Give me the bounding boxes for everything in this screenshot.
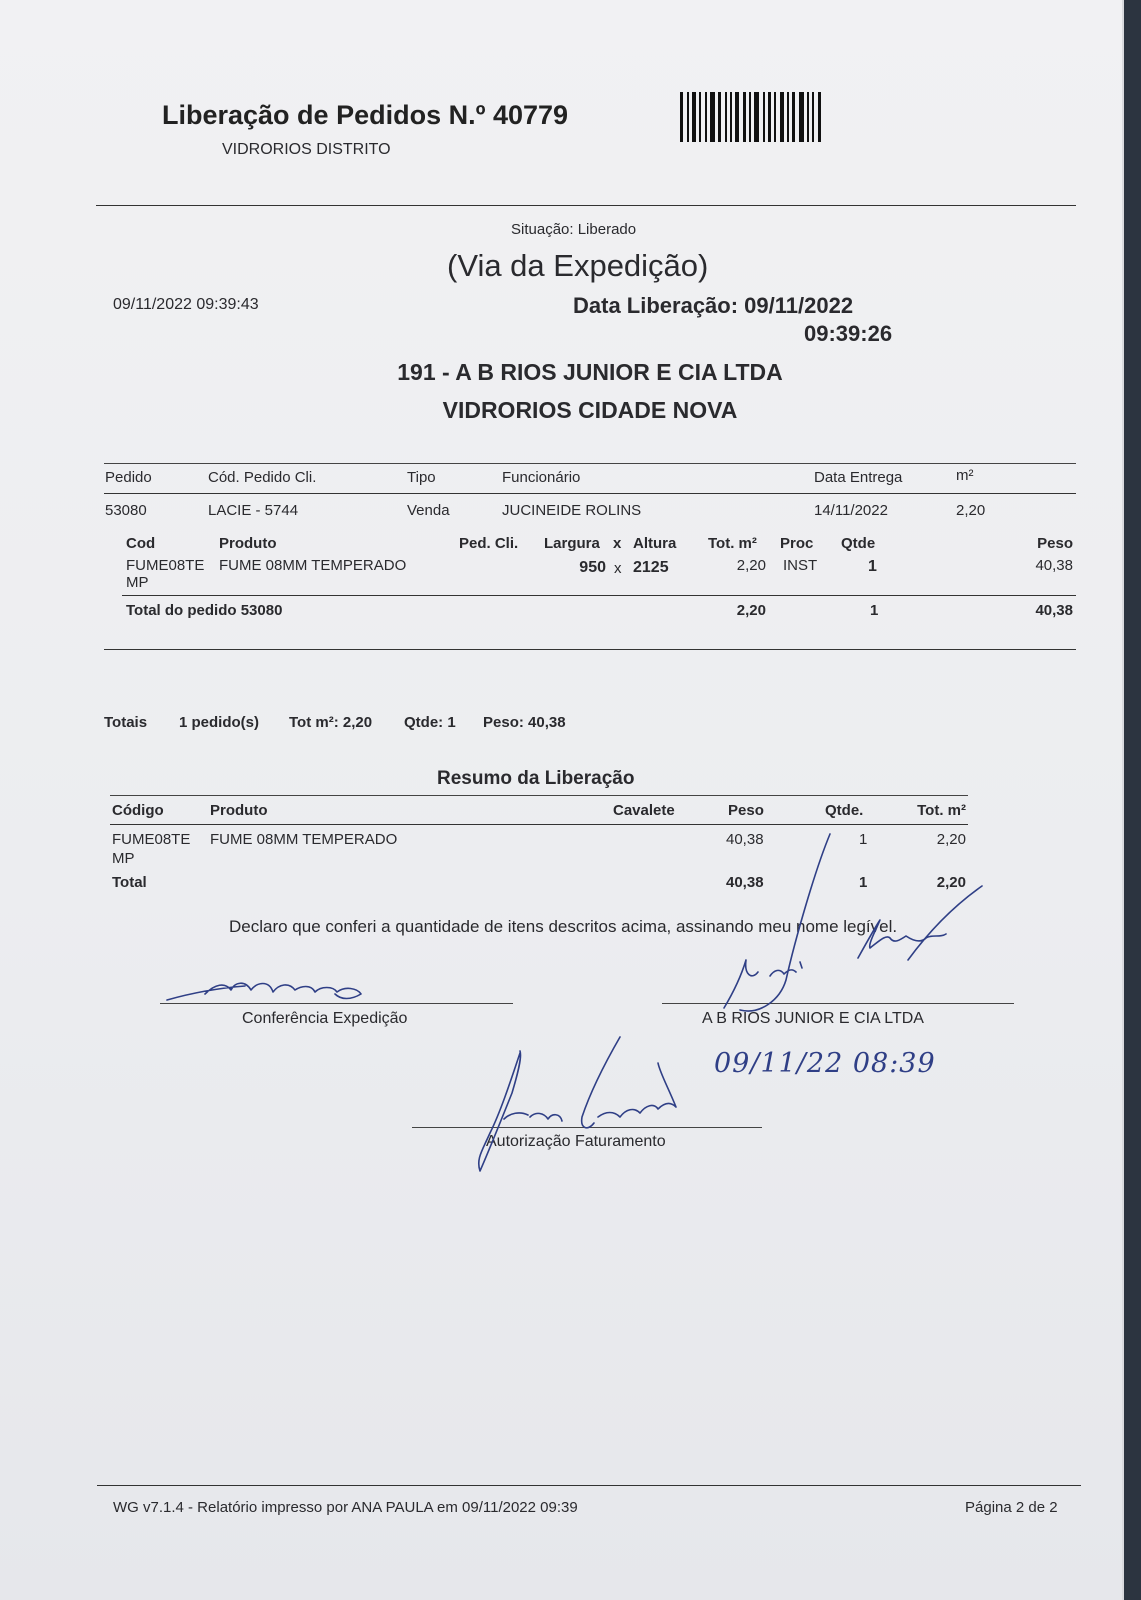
resumo-header-qtde: Qtde. bbox=[825, 802, 864, 819]
totais-qtde: Qtde: 1 bbox=[404, 714, 456, 731]
item-cod-line2: MP bbox=[126, 574, 149, 591]
order-total-qtde: 1 bbox=[870, 602, 879, 619]
order-pedido: 53080 bbox=[105, 502, 147, 519]
item-header-peso: Peso bbox=[1037, 535, 1073, 552]
item-header-proc: Proc bbox=[780, 535, 814, 552]
resumo-title: Resumo da Liberação bbox=[437, 768, 635, 789]
conferencia-signature bbox=[165, 968, 375, 1008]
client-store: VIDRORIOS CIDADE NOVA bbox=[442, 397, 738, 423]
header-pedido: Pedido bbox=[105, 469, 152, 486]
resumo-header-divider bbox=[110, 824, 968, 825]
item-header-altura: Altura bbox=[633, 535, 677, 552]
resumo-qtde: 1 bbox=[859, 831, 868, 848]
order-total-label: Total do pedido 53080 bbox=[126, 602, 283, 619]
document-title: Liberação de Pedidos N.º 40779 bbox=[162, 100, 569, 130]
client-signature bbox=[700, 830, 990, 1020]
order-total-peso: 40,38 bbox=[1035, 602, 1073, 619]
resumo-total-tot-m2: 2,20 bbox=[936, 874, 966, 891]
header-data-entrega: Data Entrega bbox=[814, 469, 903, 486]
order-data-entrega: 14/11/2022 bbox=[814, 502, 888, 519]
autorizacao-label: Autorização Faturamento bbox=[486, 1133, 666, 1150]
item-header-x: x bbox=[613, 535, 622, 552]
item-header-tot-m2: Tot. m² bbox=[708, 535, 757, 552]
resumo-header-produto: Produto bbox=[210, 802, 268, 819]
printed-datetime: 09/11/2022 09:39:43 bbox=[113, 296, 259, 313]
autorizacao-signature bbox=[470, 1033, 710, 1173]
footer-report-info: WG v7.1.4 - Relatório impresso por ANA PAULA em 09/11/2022 09:39 bbox=[113, 1499, 578, 1516]
resumo-tot-m2: 2,20 bbox=[936, 831, 966, 848]
resumo-total-label: Total bbox=[112, 874, 147, 891]
resumo-header-peso: Peso bbox=[728, 802, 764, 819]
resumo-codigo-line2: MP bbox=[112, 850, 135, 867]
declaration-text: Declaro que conferi a quantidade de itens descritos acima, assinando meu nome legível. bbox=[229, 917, 898, 936]
order-funcionario: JUCINEIDE ROLINS bbox=[502, 502, 642, 519]
resumo-header-tot-m2: Tot. m² bbox=[917, 802, 966, 819]
item-total-divider bbox=[122, 595, 1076, 596]
resumo-total-peso: 40,38 bbox=[726, 874, 764, 891]
header-tipo: Tipo bbox=[407, 469, 436, 486]
header-m2: m² bbox=[956, 467, 974, 484]
order-header-divider bbox=[104, 493, 1076, 494]
item-produto: FUME 08MM TEMPERADO bbox=[219, 557, 407, 574]
item-header-cod: Cod bbox=[126, 535, 156, 552]
resumo-header-codigo: Código bbox=[112, 802, 164, 819]
totais-pedidos: 1 pedido(s) bbox=[179, 714, 260, 731]
totais-label: Totais bbox=[104, 714, 148, 731]
item-x: x bbox=[614, 560, 622, 577]
handwritten-date: 09/11/22 08:39 bbox=[714, 1048, 936, 1079]
item-altura: 2125 bbox=[633, 559, 669, 576]
resumo-header-cavalete: Cavalete bbox=[613, 802, 675, 819]
data-liberacao-time: 09:39:26 bbox=[804, 321, 893, 346]
item-peso: 40,38 bbox=[1035, 557, 1073, 574]
header-divider bbox=[96, 205, 1076, 206]
footer-page-number: Página 2 de 2 bbox=[965, 1499, 1058, 1516]
data-liberacao-date: Data Liberação: 09/11/2022 bbox=[573, 293, 854, 318]
item-cod-line1: FUME08TE bbox=[126, 557, 205, 574]
item-header-produto: Produto bbox=[219, 535, 277, 552]
resumo-top-border bbox=[110, 795, 968, 796]
header-cod-pedido-cli: Cód. Pedido Cli. bbox=[208, 469, 317, 486]
item-tot-m2: 2,20 bbox=[736, 557, 766, 574]
item-qtde: 1 bbox=[868, 558, 877, 575]
item-header-largura: Largura bbox=[544, 535, 600, 552]
resumo-codigo-line1: FUME08TE bbox=[112, 831, 191, 848]
item-largura: 950 bbox=[579, 559, 606, 576]
order-m2: 2,20 bbox=[956, 502, 986, 519]
situacao-label: Situação: Liberado bbox=[511, 221, 637, 238]
footer-divider bbox=[97, 1485, 1081, 1486]
order-total-tot-m2: 2,20 bbox=[736, 602, 766, 619]
item-header-ped-cli: Ped. Cli. bbox=[459, 535, 519, 552]
item-header-qtde: Qtde bbox=[841, 535, 876, 552]
client-name: 191 - A B RIOS JUNIOR E CIA LTDA bbox=[397, 359, 783, 385]
conferencia-label: Conferência Expedição bbox=[242, 1010, 408, 1027]
totais-tot-m2: Tot m²: 2,20 bbox=[289, 714, 373, 731]
company-name: VIDRORIOS DISTRITO bbox=[222, 141, 391, 158]
barcode bbox=[680, 92, 852, 142]
order-table-top-border bbox=[104, 463, 1076, 464]
order-table-bottom-border bbox=[104, 649, 1076, 650]
via-label: (Via da Expedição) bbox=[447, 248, 709, 283]
client-signature-label: A B RIOS JUNIOR E CIA LTDA bbox=[702, 1010, 924, 1027]
order-cod-pedido-cli: LACIE - 5744 bbox=[208, 502, 299, 519]
totais-peso: Peso: 40,38 bbox=[483, 714, 566, 731]
order-tipo: Venda bbox=[407, 502, 450, 519]
resumo-peso: 40,38 bbox=[726, 831, 764, 848]
header-funcionario: Funcionário bbox=[502, 469, 581, 486]
resumo-produto: FUME 08MM TEMPERADO bbox=[210, 831, 398, 848]
item-proc: INST bbox=[783, 557, 818, 574]
resumo-total-qtde: 1 bbox=[859, 874, 868, 891]
